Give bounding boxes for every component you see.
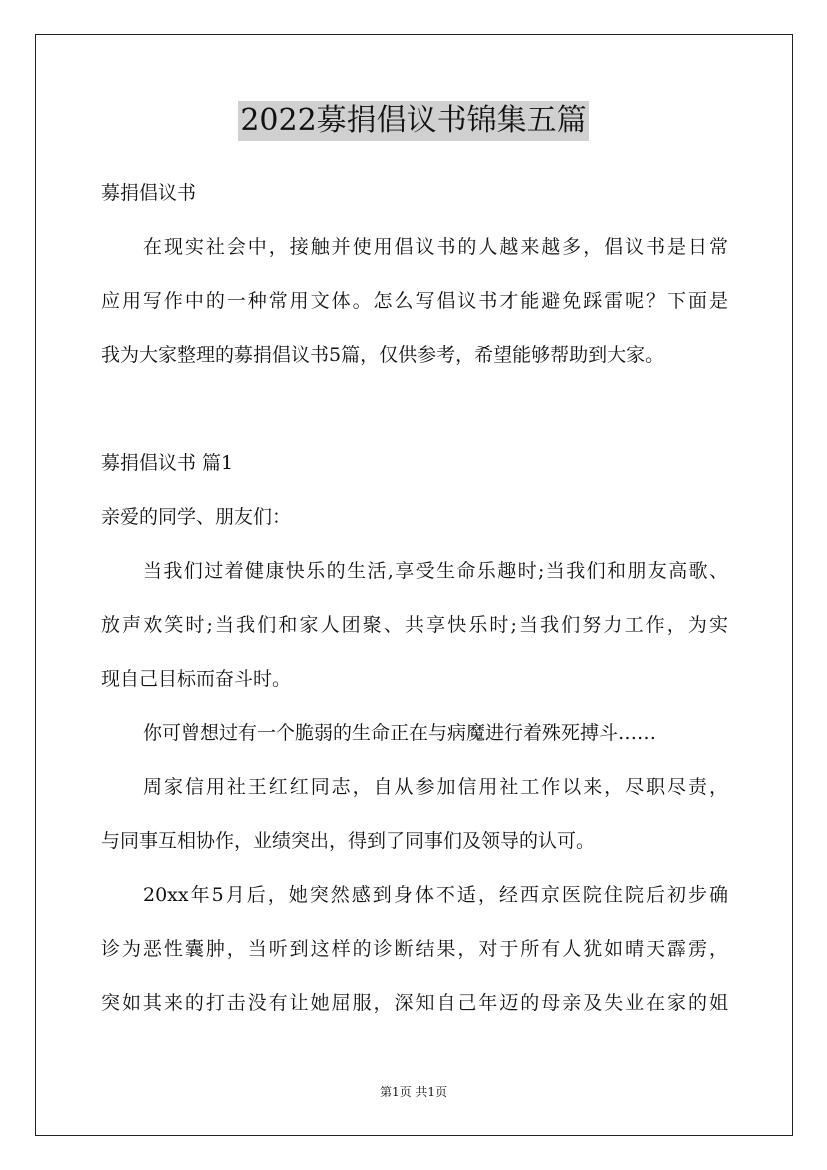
salutation: 亲爱的同学、朋友们： bbox=[101, 506, 292, 528]
title-container bbox=[0, 101, 827, 141]
paragraph-line: 当我们过着健康快乐的生活,享受生命乐趣时;当我们和朋友高歌、 bbox=[143, 560, 728, 582]
paragraph-line: 我为大家整理的募捐倡议书5篇，仅供参考，希望能够帮助到大家。 bbox=[101, 344, 665, 366]
section-heading: 募捐倡议书 bbox=[101, 182, 197, 204]
document-body bbox=[101, 176, 728, 1040]
paragraph-line: 与同事互相协作，业绩突出，得到了同事们及领导的认可。 bbox=[101, 830, 596, 852]
section-heading: 募捐倡议书 篇1 bbox=[101, 452, 234, 474]
paragraph-line: 现自己目标而奋斗时。 bbox=[101, 668, 292, 690]
document-title: 2022募捐倡议书锦集五篇 bbox=[238, 101, 588, 141]
page-number: 第1页 共1页 bbox=[379, 1085, 448, 1099]
paragraph-line: 应用写作中的一种常用文体。怎么写倡议书才能避免踩雷呢？下面是 bbox=[101, 290, 728, 312]
paragraph-line: 你可曾想过有一个脆弱的生命正在与病魔进行着殊死搏斗…… bbox=[143, 722, 657, 744]
paragraph-line: 周家信用社王红红同志，自从参加信用社工作以来，尽职尽责， bbox=[143, 776, 728, 798]
paragraph-line: 在现实社会中，接触并使用倡议书的人越来越多，倡议书是日常 bbox=[143, 236, 728, 258]
paragraph-line: 20xx年5月后，她突然感到身体不适，经西京医院住院后初步确 bbox=[143, 884, 728, 906]
blank-gap bbox=[101, 392, 728, 446]
paragraph-line: 突如其来的打击没有让她屈服，深知自己年迈的母亲及失业在家的姐 bbox=[101, 992, 728, 1014]
paragraph-line: 诊为恶性囊肿，当听到这样的诊断结果，对于所有人犹如晴天霹雳， bbox=[101, 938, 728, 960]
paragraph-line: 放声欢笑时;当我们和家人团聚、共享快乐时;当我们努力工作，为实 bbox=[101, 614, 728, 636]
